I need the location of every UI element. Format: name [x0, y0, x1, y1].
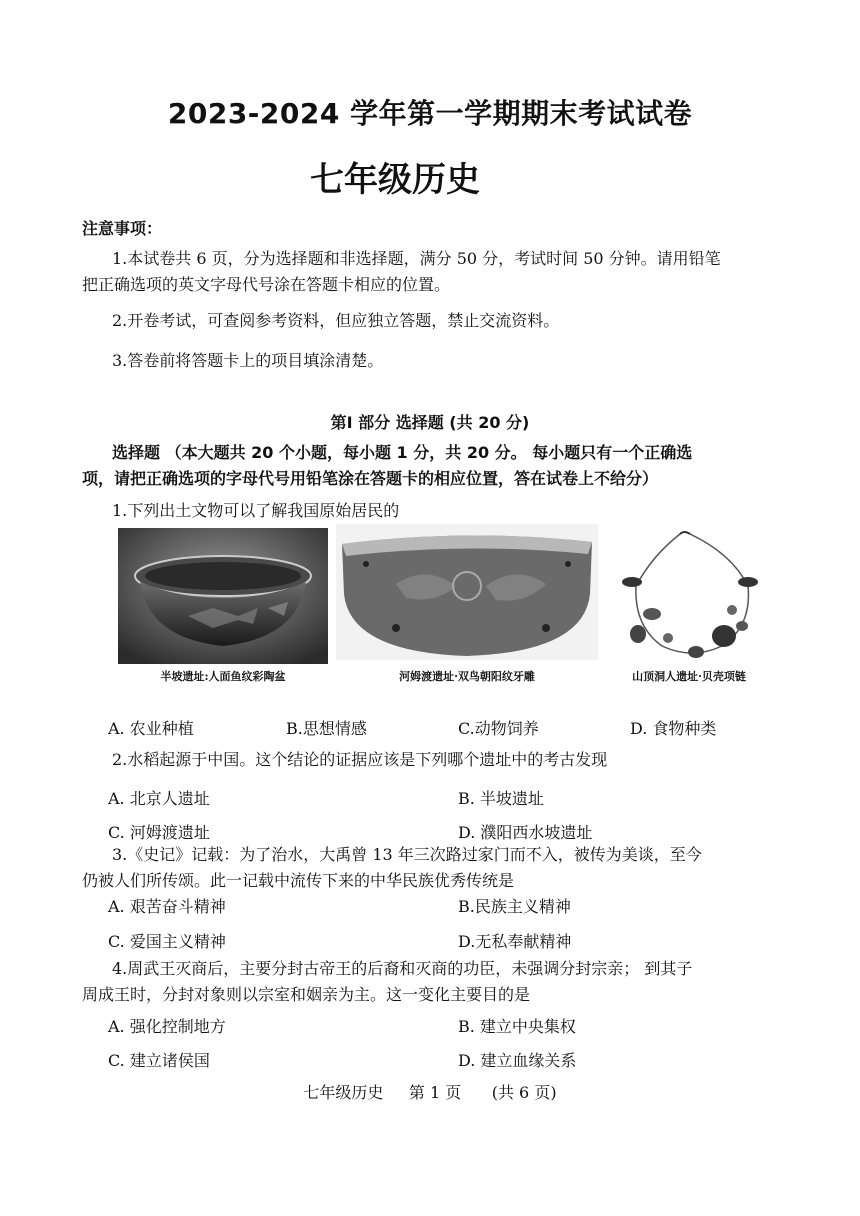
- question-1-option-a[interactable]: A. 农业种植: [108, 719, 194, 738]
- question-2-option-a[interactable]: A. 北京人遗址: [108, 789, 210, 808]
- question-2-option-b[interactable]: B. 半坡遗址: [458, 789, 544, 808]
- question-4-option-b[interactable]: B. 建立中央集权: [458, 1017, 576, 1036]
- pottery-basin-image: [118, 528, 328, 664]
- question-2-option-d[interactable]: D. 濮阳西水坡遗址: [458, 823, 593, 842]
- question-3-stem-line-1: 3.《史记》记载：为了治水，大禹曾 13 年三次路过家门而不入，被传为美谈，至今: [112, 845, 702, 864]
- image-caption-1: 半坡遗址:人面鱼纹彩陶盆: [160, 670, 286, 683]
- question-2-stem: 2.水稻起源于中国。这个结论的证据应该是下列哪个遗址中的考古发现: [112, 750, 608, 769]
- notice-item-1-line-1: 1.本试卷共 6 页，分为选择题和非选择题，满分 50 分，考试时间 50 分钟。请用铅笔: [112, 249, 721, 268]
- question-3-option-b[interactable]: B.民族主义精神: [458, 897, 571, 916]
- question-1-option-c[interactable]: C.动物饲养: [458, 719, 539, 738]
- question-4-option-a[interactable]: A. 强化控制地方: [108, 1017, 226, 1036]
- exam-subtitle: 七年级历史: [310, 160, 480, 200]
- question-4-stem-line-1: 4.周武王灭商后，主要分封古帝王的后裔和灭商的功臣，未强调分封宗亲； 到其子: [112, 959, 693, 978]
- exam-title: 2023-2024 学年第一学期期末考试试卷: [167, 97, 693, 130]
- notice-item-3: 3.答卷前将答题卡上的项目填涂清楚。: [112, 351, 384, 370]
- notice-heading: 注意事项：: [82, 219, 163, 238]
- section-instructions-line-1: 选择题 （本大题共 20 个小题，每小题 1 分，共 20 分。 每小题只有一个正确选: [112, 443, 693, 462]
- section-title: 第Ⅰ 部分 选择题 (共 20 分): [330, 413, 530, 432]
- image-caption-2: 河姆渡遗址·双鸟朝阳纹牙雕: [399, 670, 535, 683]
- section-instructions-line-2: 项，请把正确选项的字母代号用铅笔涂在答题卡的相应位置，答在试卷上不给分）: [82, 469, 659, 488]
- page-footer: 七年级历史 第 1 页 (共 6 页): [303, 1083, 557, 1102]
- question-1-option-d[interactable]: D. 食物种类: [630, 719, 717, 738]
- question-3-option-c[interactable]: C. 爱国主义精神: [108, 932, 226, 951]
- notice-item-1-line-2: 把正确选项的英文字母代号涂在答题卡相应的位置。: [82, 275, 451, 294]
- question-4-option-c[interactable]: C. 建立诸侯国: [108, 1051, 210, 1070]
- ivory-carving-image: [336, 524, 598, 660]
- question-4-option-d[interactable]: D. 建立血缘关系: [458, 1051, 577, 1070]
- notice-item-2: 2.开卷考试，可查阅参考资料，但应独立答题，禁止交流资料。: [112, 311, 560, 330]
- question-1-stem: 1.下列出土文物可以了解我国原始居民的: [112, 501, 400, 520]
- question-1-option-b[interactable]: B.思想情感: [286, 719, 367, 738]
- shell-necklace-image: [612, 526, 768, 666]
- question-4-stem-line-2: 周成王时，分封对象则以宗室和姻亲为主。这一变化主要目的是: [82, 985, 531, 1004]
- question-3-stem-line-2: 仍被人们所传颂。此一记载中流传下来的中华民族优秀传统是: [82, 871, 515, 890]
- question-3-option-a[interactable]: A. 艰苦奋斗精神: [108, 897, 226, 916]
- image-caption-3: 山顶洞人遗址·贝壳项链: [632, 670, 746, 683]
- question-2-option-c[interactable]: C. 河姆渡遗址: [108, 823, 210, 842]
- question-3-option-d[interactable]: D.无私奉献精神: [458, 932, 572, 951]
